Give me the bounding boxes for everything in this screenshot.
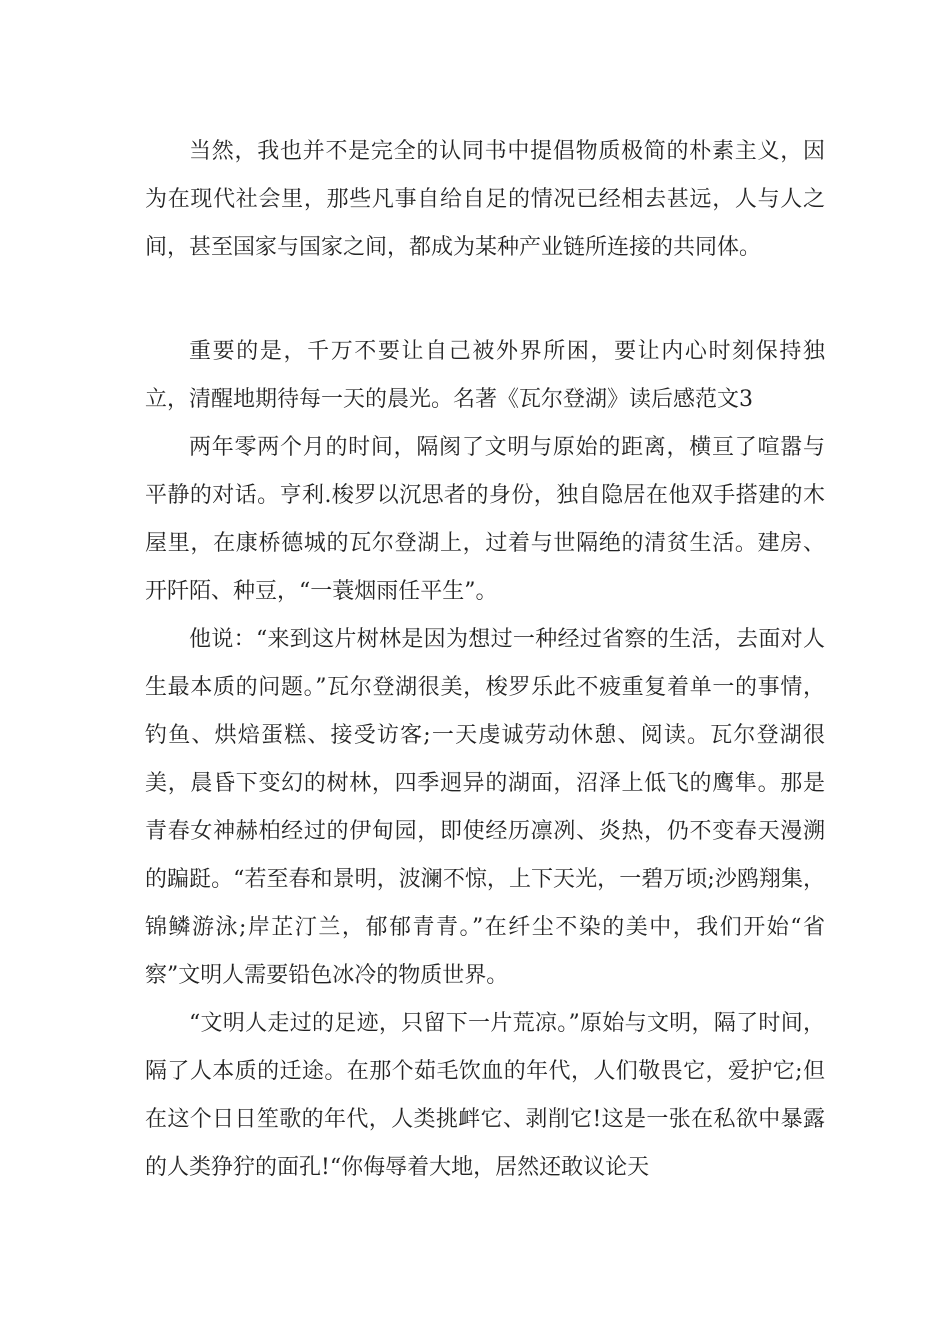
document-body <box>145 128 825 1192</box>
paragraph-5: “文明人走过的足迹，只留下一片荒凉。”原始与文明，隔了时间，隔了人本质的迁途。在那个茹毛饮血的年代，人们敬畏它，爱护它;但在这个日日笙歌的年代，人类挑衅它、剥削它!这是一张在私欲中暴露的人类狰狞的面孔!“你侮辱着大地，居然还敢议论天 <box>145 1011 825 1180</box>
paragraph-1: 当然，我也并不是完全的认同书中提倡物质极简的朴素主义，因为在现代社会里，那些凡事自给自足的情况已经相去甚远，人与人之间，甚至国家与国家之间，都成为某种产业链所连接的共同体。 <box>145 139 825 260</box>
paragraph-3: 两年零两个月的时间，隔阂了文明与原始的距离，横亘了喧嚣与平静的对话。亨利.梭罗以沉思者的身份，独自隐居在他双手搭建的木屋里，在康桥德城的瓦尔登湖上，过着与世隔绝的清贫生活。建房、开阡陌、种豆，“一蓑烟雨任平生”。 <box>145 435 825 604</box>
paragraph-2: 重要的是，千万不要让自己被外界所困，要让内心时刻保持独立，清醒地期待每一天的晨光。名著《瓦尔登湖》读后感范文3 <box>145 339 825 412</box>
paragraph-4: 他说：“来到这片树林是因为想过一种经过省察的生活，去面对人生最本质的问题。”瓦尔登湖很美，梭罗乐此不疲重复着单一的事情，钓鱼、烘焙蛋糕、接受访客;一天虔诚劳动休憩、阅读。瓦尔登湖很美，晨昏下变幻的树林，四季迥异的湖面，沼泽上低飞的鹰隼。那是青春女神赫柏经过的伊甸园，即使经历凛冽、炎热，仍不变春天漫溯的蹁跹。“若至春和景明，波澜不惊，上下天光，一碧万顷;沙鸥翔集，锦鳞游泳;岸芷汀兰，郁郁青青。”在纤尘不染的美中，我们开始“省察”文明人需要铅色冰冷的物质世界。 <box>145 627 825 988</box>
